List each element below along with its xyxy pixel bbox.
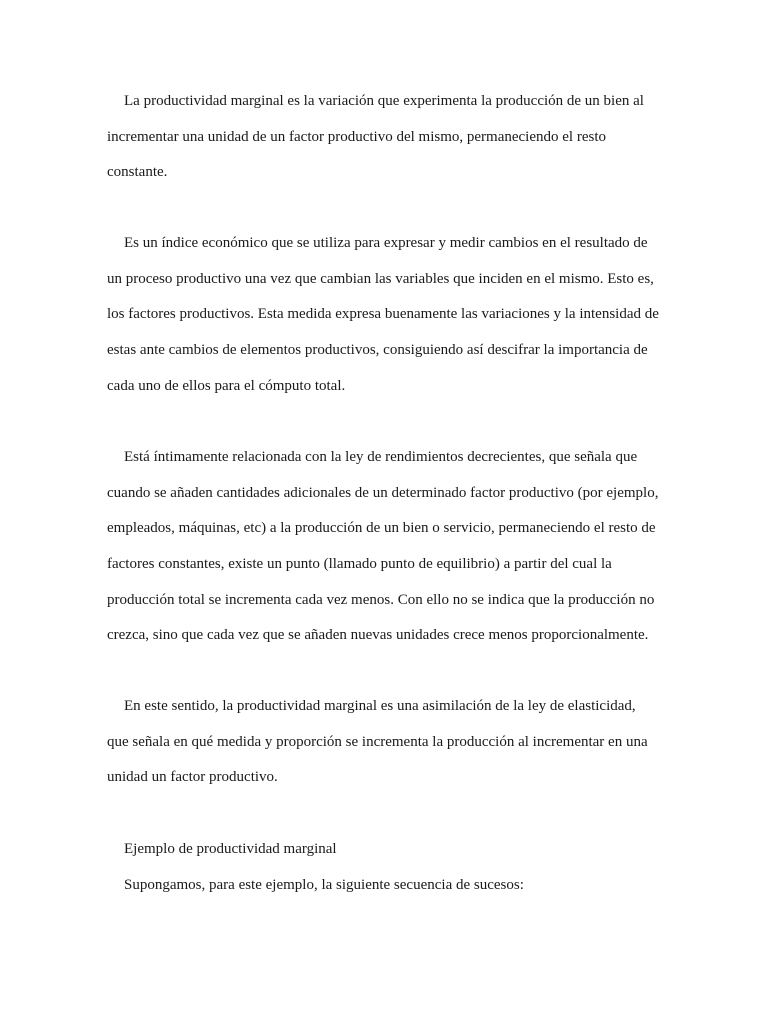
heading-text: Ejemplo de productividad marginal <box>124 841 337 857</box>
text-line: unidad un factor productivo. <box>107 769 278 786</box>
text-line: producción total se incrementa cada vez menos. Con ello no se indica que la producción no <box>107 591 655 608</box>
text-line: estas ante cambios de elementos productivos, consiguiendo así descifrar la importancia de <box>107 342 648 359</box>
paragraph-diminishing-returns <box>107 450 667 664</box>
text-line: cada uno de ellos para el cómputo total. <box>107 377 346 394</box>
text-line: En este sentido, la productividad marginal es una asimilación de la ley de elasticidad, <box>124 698 636 714</box>
paragraph-elasticity <box>107 699 667 806</box>
text-line: Supongamos, para este ejemplo, la siguiente secuencia de sucesos: <box>124 877 524 893</box>
paragraph-example-intro <box>107 878 667 914</box>
text-line: Está íntimamente relacionada con la ley de rendimientos decrecientes, que señala que <box>124 449 638 465</box>
text-line: empleados, máquinas, etc) a la producción de un bien o servicio, permaneciendo el resto de <box>107 520 656 537</box>
text-line: factores constantes, existe un punto (llamado punto de equilibrio) a partir del cual la <box>107 556 612 573</box>
text-line: los factores productivos. Esta medida expresa buenamente las variaciones y la intensidad de <box>107 306 659 323</box>
text-line: cuando se añaden cantidades adicionales de un determinado factor productivo (por ejemplo, <box>107 484 659 501</box>
paragraph-definition <box>107 94 667 201</box>
text-line: que señala en qué medida y proporción se incrementa la producción al incrementar en una <box>107 733 648 750</box>
text-line: crezca, sino que cada vez que se añaden nuevas unidades crece menos proporcionalmente. <box>107 627 649 644</box>
text-line: constante. <box>107 164 168 181</box>
text-line: un proceso productivo una vez que cambian las variables que inciden en el mismo. Esto es, <box>107 270 654 287</box>
text-line: Es un índice económico que se utiliza para expresar y medir cambios en el resultado de <box>124 235 648 251</box>
text-line: incrementar una unidad de un factor productivo del mismo, permaneciendo el resto <box>107 128 606 145</box>
section-heading <box>107 842 667 878</box>
text-line: La productividad marginal es la variación que experimenta la producción de un bien al <box>124 93 644 109</box>
paragraph-economic-index <box>107 236 667 414</box>
